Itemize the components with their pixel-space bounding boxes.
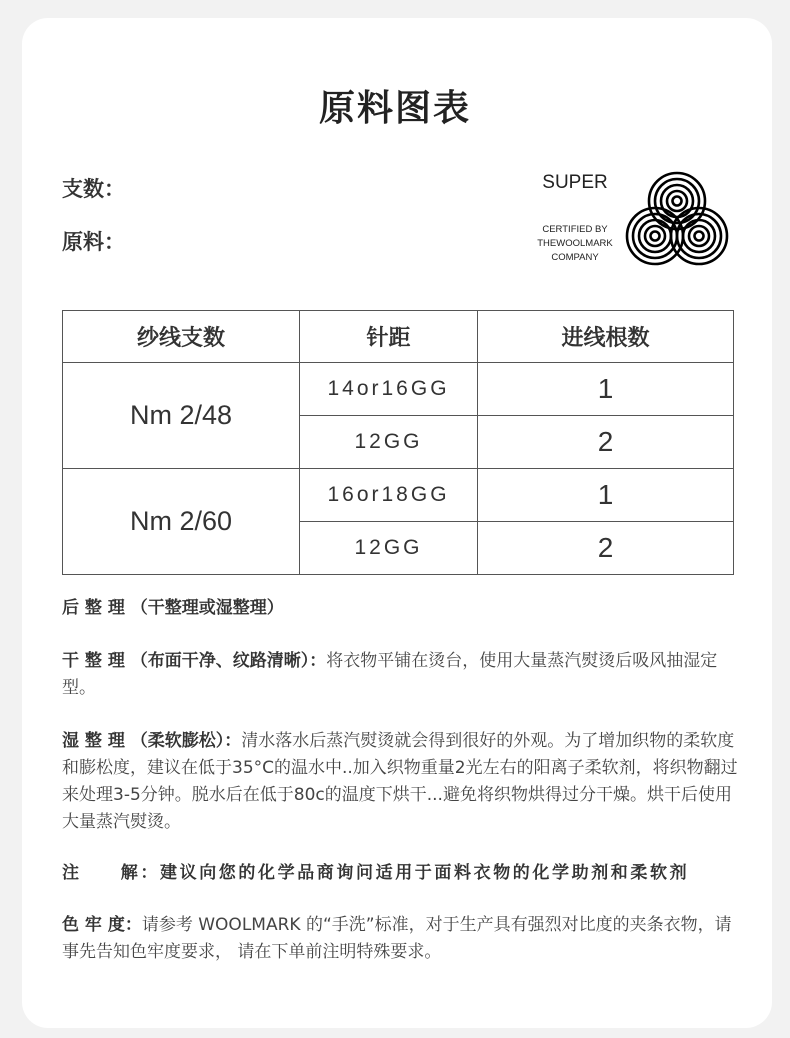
logo-line-1: CERTIFIED BY [542, 224, 608, 235]
ends-cell: 1 [478, 469, 734, 522]
gauge-cell: 16or18GG [300, 469, 478, 522]
logo-brand: SUPER [542, 172, 608, 193]
wet-finishing-label: 湿 整 理 （柔软膨松）： [62, 731, 242, 751]
dry-finishing-paragraph [62, 648, 742, 702]
table-row [63, 469, 734, 522]
wet-finishing-text: 清水落水后蒸汽熨烫就会得到很好的外观。为了增加织物的柔软度和膨松度，建议在低于35°C的温水中..加入织物重量2光左右的阳离子柔软剂，将织物翻过来处理3-5分钟。脱水后在低于80c的温度下烘干...避免将织物烘得过分干燥。烘干后使用大量蒸汽熨烫。 [62, 731, 738, 832]
color-fastness-text: 请参考 WOOLMARK 的“手洗”标准，对于生产具有强烈对比度的夹条衣物，请事先告知色牢度要求， 请在下单前注明特殊要求。 [62, 915, 732, 962]
color-fastness-label: 色 牢 度： [62, 915, 142, 935]
count-label: 支数： [62, 177, 125, 201]
finishing-heading: 后 整 理 （干整理或湿整理） [62, 598, 284, 618]
header-gauge: 针距 [300, 311, 478, 363]
material-label: 原料： [62, 230, 125, 254]
wet-finishing-paragraph [62, 728, 742, 836]
logo-line-3: COMPANY [551, 252, 599, 263]
logo-line-2: THEWOOLMARK [537, 238, 613, 249]
gauge-cell: 12GG [300, 416, 478, 469]
dry-finishing-label: 干 整 理 （布面干净、纹路清晰）： [62, 651, 327, 671]
table-row [63, 363, 734, 416]
gauge-cell: 12GG [300, 522, 478, 575]
page-title: 原料图表 [318, 88, 471, 129]
note-text: 建议向您的化学品商询问适用于面料衣物的化学助剂和柔软剂 [160, 863, 690, 883]
yarn-spec-table [62, 310, 734, 575]
ends-cell: 2 [478, 522, 734, 575]
color-fastness-paragraph [62, 912, 742, 966]
note-paragraph [62, 860, 742, 887]
gauge-cell: 14or16GG [300, 363, 478, 416]
note-label: 注 解： [62, 863, 160, 883]
yarn-count-cell: Nm 2/60 [63, 469, 300, 575]
header-ends: 进线根数 [478, 311, 734, 363]
table-header-row [63, 311, 734, 363]
dry-finishing-text: 将衣物平铺在烫台，使用大量蒸汽熨烫后吸风抽湿定型。 [62, 651, 718, 698]
ends-cell: 1 [478, 363, 734, 416]
ends-cell: 2 [478, 416, 734, 469]
yarn-count-cell: Nm 2/48 [63, 363, 300, 469]
header-yarn-count: 纱线支数 [63, 311, 300, 363]
woolmark-icon [624, 168, 730, 270]
